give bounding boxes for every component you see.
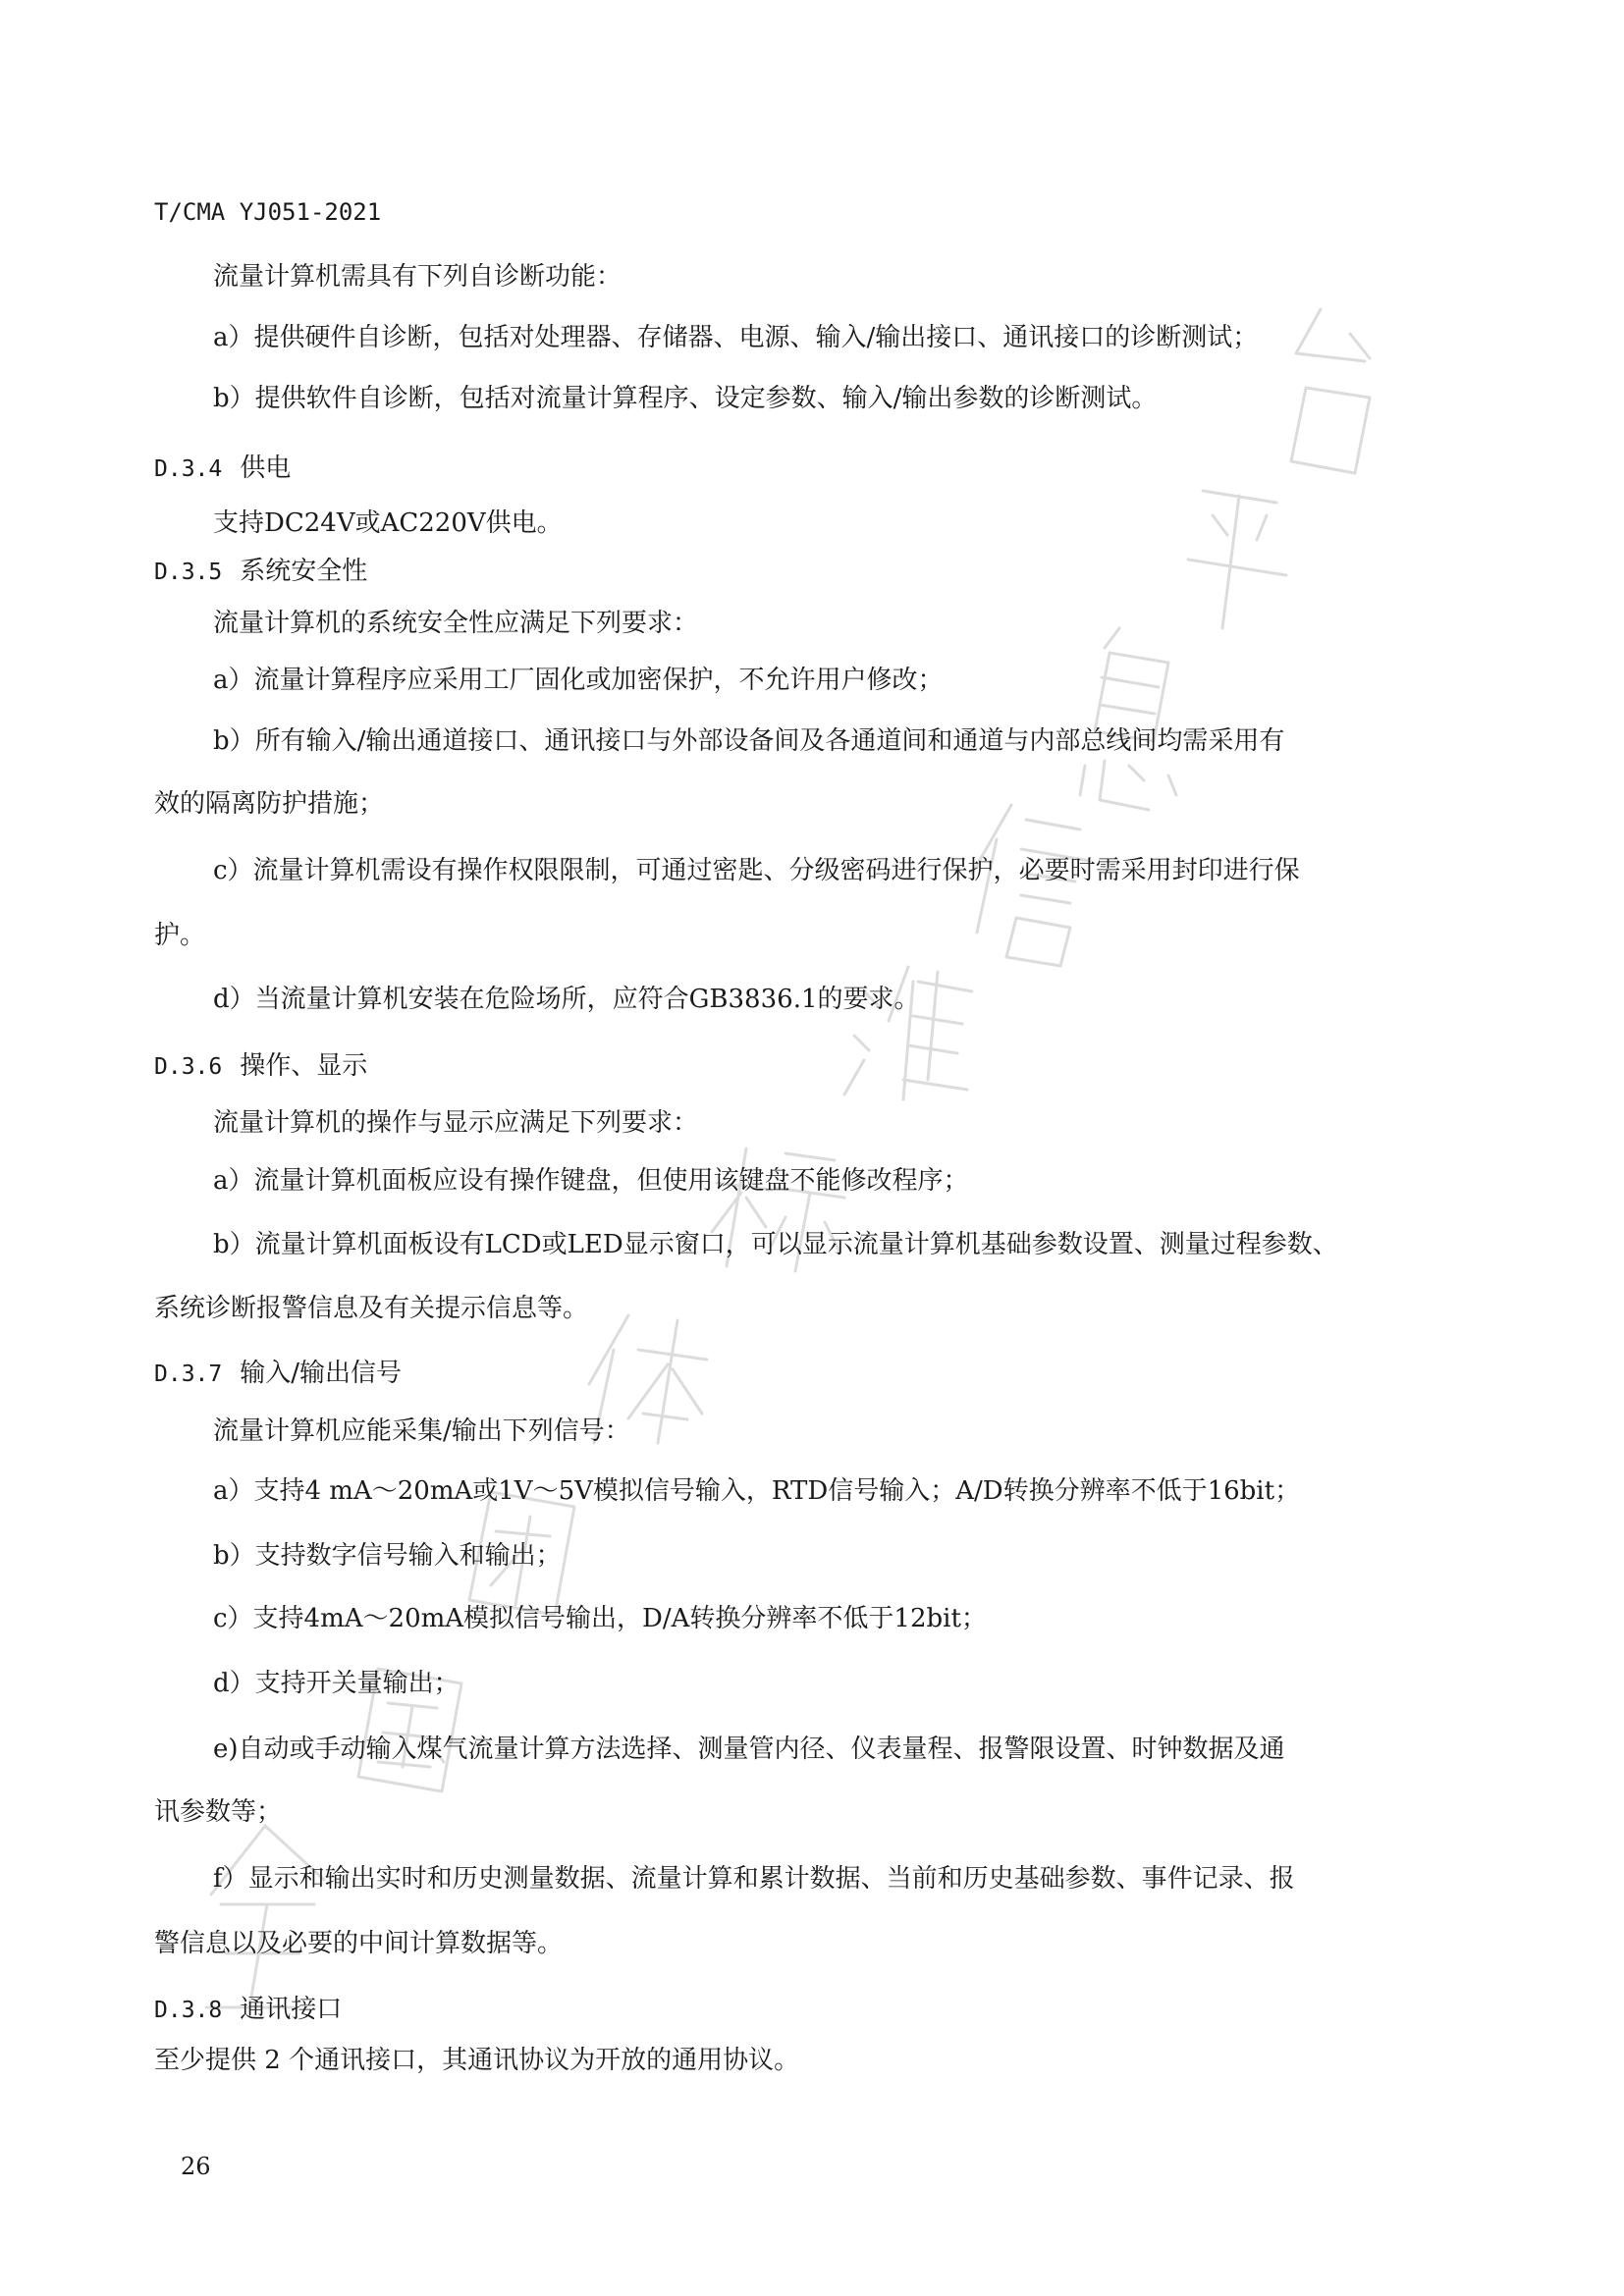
paragraph-line: 至少提供 2 个通讯接口，其通讯协议为开放的通用协议。 — [154, 2046, 800, 2075]
paragraph-line: 支持DC24V或AC220V供电。 — [213, 508, 563, 538]
section-number: D.3.7 — [154, 1362, 223, 1387]
section-heading-d36 — [154, 1049, 367, 1084]
section-heading-d37 — [154, 1357, 402, 1391]
section-title: 系统安全性 — [240, 557, 368, 586]
section-heading-d34 — [154, 452, 291, 486]
list-item-b: b）支持数字信号输入和输出； — [213, 1541, 562, 1571]
section-title: 输入/输出信号 — [240, 1359, 403, 1388]
paragraph-continuation: 警信息以及必要的中间计算数据等。 — [154, 1929, 564, 1958]
section-number: D.3.4 — [154, 456, 223, 482]
section-number: D.3.5 — [154, 560, 223, 585]
list-item-c: c）支持4mA～20mA模拟信号输出，D/A转换分辨率不低于12bit； — [213, 1604, 987, 1633]
section-number: D.3.8 — [154, 1998, 223, 2023]
page-number: 26 — [181, 2153, 211, 2180]
list-item-b: b）流量计算机面板设有LCD或LED显示窗口，可以显示流量计算机基础参数设置、测量过程参数、 — [213, 1230, 1338, 1259]
section-heading-d38 — [154, 1993, 342, 2027]
section-title: 供电 — [240, 454, 292, 483]
list-item-e: e)自动或手动输入煤气流量计算方法选择、测量管内径、仪表量程、报警限设置、时钟数据及通 — [213, 1735, 1285, 1764]
paragraph-continuation: 护。 — [154, 921, 206, 950]
paragraph-line: 流量计算机的操作与显示应满足下列要求： — [213, 1108, 699, 1138]
paragraph-line: 流量计算机应能采集/输出下列信号： — [213, 1416, 630, 1446]
list-item-a: a）流量计算机面板应设有操作键盘，但使用该键盘不能修改程序； — [213, 1166, 969, 1196]
section-number: D.3.6 — [154, 1054, 223, 1080]
list-item-c: c）流量计算机需设有操作权限限制，可通过密匙、分级密码进行保护，必要时需采用封印进行保 — [213, 856, 1300, 885]
list-item-b: b）提供软件自诊断，包括对流量计算程序、设定参数、输入/输出参数的诊断测试。 — [213, 384, 1158, 413]
section-title: 通讯接口 — [240, 1995, 343, 2024]
paragraph-continuation: 系统诊断报警信息及有关提示信息等。 — [154, 1294, 589, 1323]
paragraph-continuation: 效的隔离防护措施； — [154, 789, 385, 819]
list-item-a: a）流量计算程序应采用工厂固化或加密保护，不允许用户修改； — [213, 666, 944, 695]
section-title: 操作、显示 — [240, 1051, 368, 1081]
paragraph-line: 流量计算机的系统安全性应满足下列要求： — [213, 609, 699, 638]
list-item-f: f）显示和输出实时和历史测量数据、流量计算和累计数据、当前和历史基础参数、事件记录、报 — [213, 1864, 1295, 1894]
list-item-a: a）支持4 mA～20mA或1V～5V模拟信号输入，RTD信号输入；A/D转换分辨率不低于16bit； — [213, 1476, 1301, 1506]
list-item-d: d）支持开关量输出； — [213, 1669, 460, 1698]
header-standard-id: T/CMA YJ051-2021 — [154, 198, 382, 226]
list-item-a: a）提供硬件自诊断，包括对处理器、存储器、电源、输入/输出接口、通讯接口的诊断测试； — [213, 323, 1259, 352]
paragraph-continuation: 讯参数等； — [154, 1797, 283, 1827]
list-item-b: b）所有输入/输出通道接口、通讯接口与外部设备间及各通道间和通道与内部总线间均需采用有 — [213, 726, 1285, 756]
list-item-d: d）当流量计算机安装在危险场所，应符合GB3836.1的要求。 — [213, 985, 920, 1014]
paragraph-line: 流量计算机需具有下列自诊断功能： — [213, 262, 623, 292]
section-heading-d35 — [154, 555, 367, 589]
